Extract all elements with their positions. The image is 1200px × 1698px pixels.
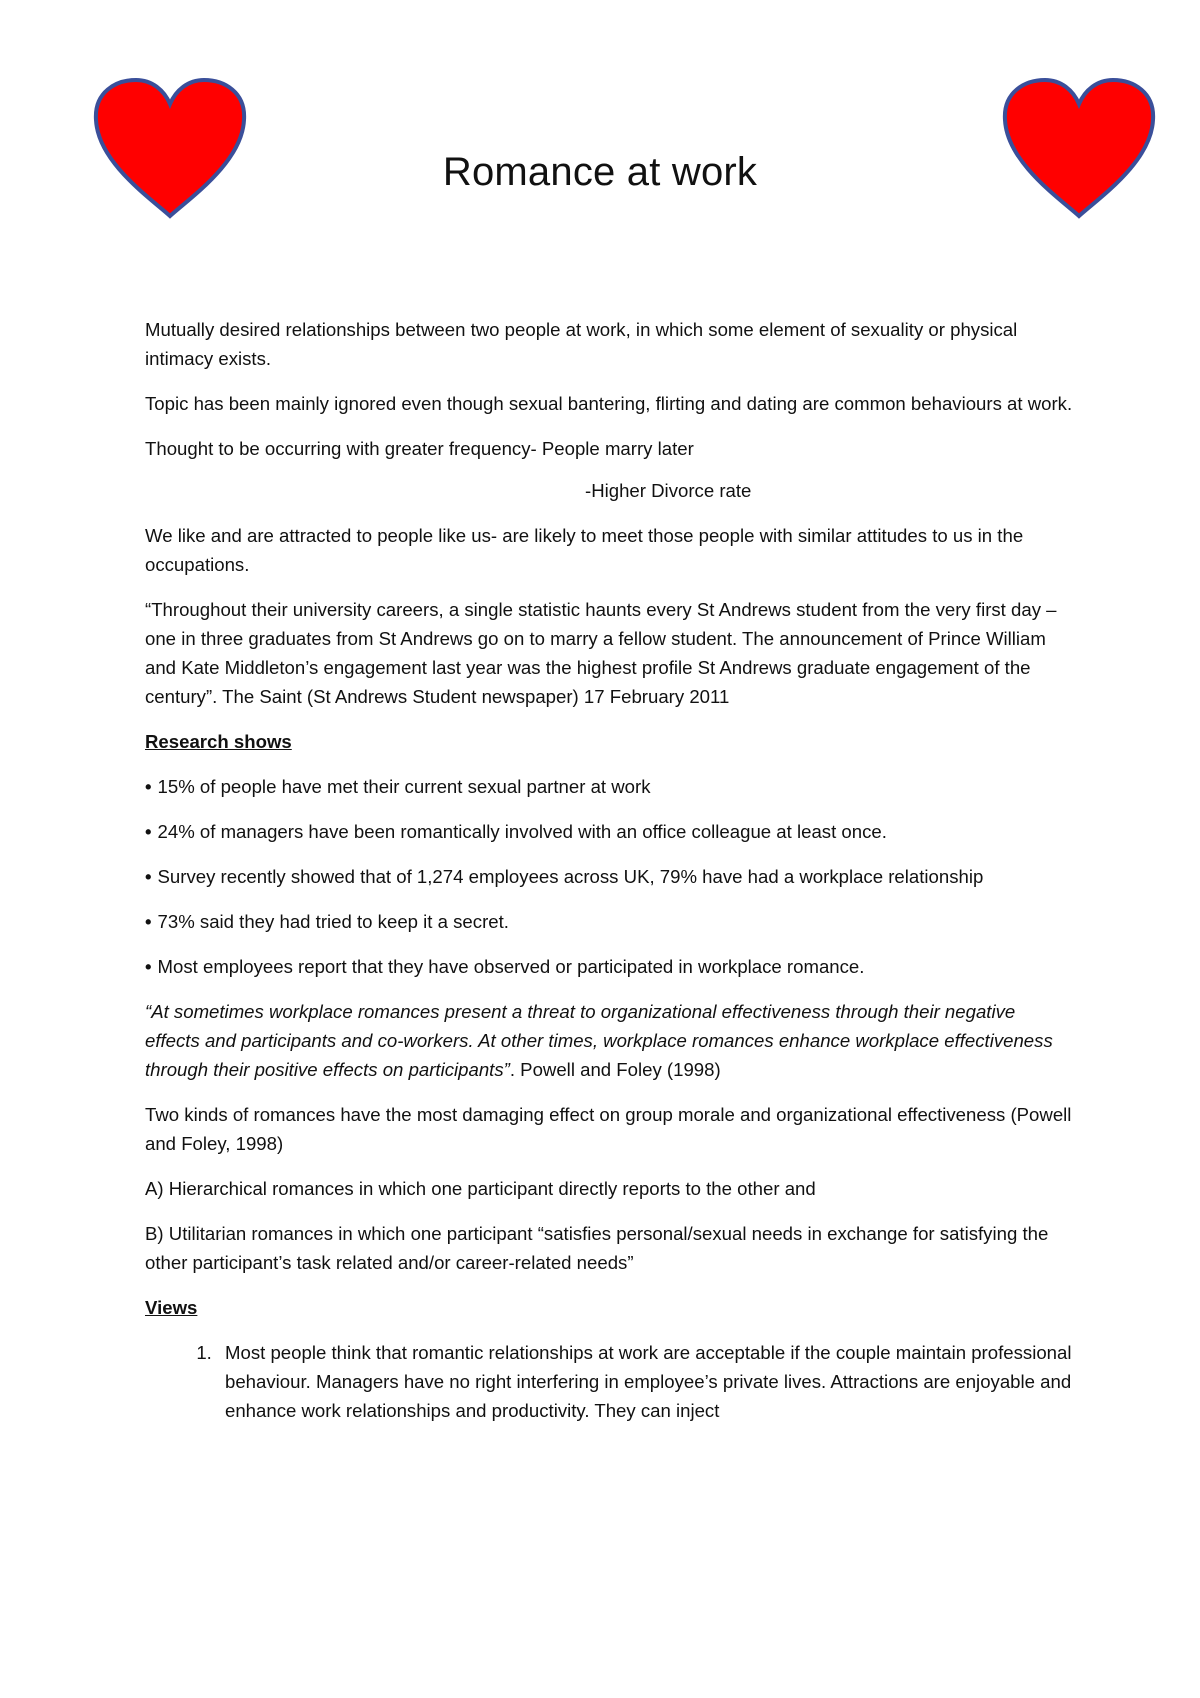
document-body (145, 315, 1075, 1425)
definition-paragraph: Mutually desired relationships between two people at work, in which some element of sexuality or physical intimacy exists. (145, 319, 1018, 369)
frequency-line: Thought to be occurring with greater frequency- People marry later (145, 438, 694, 459)
research-heading: Research shows (145, 731, 292, 752)
kind-b-paragraph: B) Utilitarian romances in which one participant “satisfies personal/sexual needs in exchange for satisfying the other participant’s task related and/or career-related needs” (145, 1223, 1049, 1273)
page-title: Romance at work (442, 150, 758, 194)
views-heading: Views (145, 1297, 198, 1318)
powell-quote-citation: . Powell and Foley (1998) (509, 1059, 721, 1080)
powell-quote-paragraph (145, 997, 1075, 1084)
kinds-intro-paragraph: Two kinds of romances have the most damaging effect on group morale and organizational effectiveness (Powell and Foley, 1998) (145, 1104, 1072, 1154)
frequency-paragraph (145, 434, 1075, 463)
research-bullet: • Survey recently showed that of 1,274 employees across UK, 79% have had a workplace relationship (145, 862, 1075, 891)
views-list-item: 1. Most people think that romantic relationships at work are acceptable if the couple maintain professional behaviour. Managers have no right interfering in employee’s private lives. Attractions are enjoyable and enhance work relationships and productivity. They can inject (217, 1338, 1075, 1425)
research-bullet: • 73% said they had tried to keep it a secret. (145, 907, 1075, 936)
similarity-paragraph: We like and are attracted to people like us- are likely to meet those people with similar attitudes to us in the occupations. (145, 525, 1024, 575)
divorce-rate-line: -Higher Divorce rate (585, 480, 752, 501)
research-bullet: • Most employees report that they have observed or participated in workplace romance. (145, 952, 1075, 981)
topic-paragraph: Topic has been mainly ignored even though sexual bantering, flirting and dating are common behaviours at work. (145, 393, 1073, 414)
views-list (145, 1338, 1075, 1425)
saint-quote-paragraph: “Throughout their university careers, a single statistic haunts every St Andrews student from the very first day – one in three graduates from St Andrews go on to marry a fellow student. The announcement of Prince William and Kate Middleton’s engagement last year was the highest profile St Andrews graduate engagement of the century”. The Saint (St Andrews Student newspaper) 17 February 2011 (145, 599, 1057, 707)
powell-quote-text: “At sometimes workplace romances present a threat to organizational effectiveness through their negative effects and participants and co-workers. At other times, workplace romances enhance workplace effectiveness through their positive effects on participants” (145, 1001, 1053, 1080)
research-bullet: • 24% of managers have been romantically involved with an office colleague at least once. (145, 817, 1075, 846)
research-bullet: • 15% of people have met their current sexual partner at work (145, 772, 1075, 801)
kind-a-paragraph: A) Hierarchical romances in which one participant directly reports to the other and (145, 1178, 816, 1199)
